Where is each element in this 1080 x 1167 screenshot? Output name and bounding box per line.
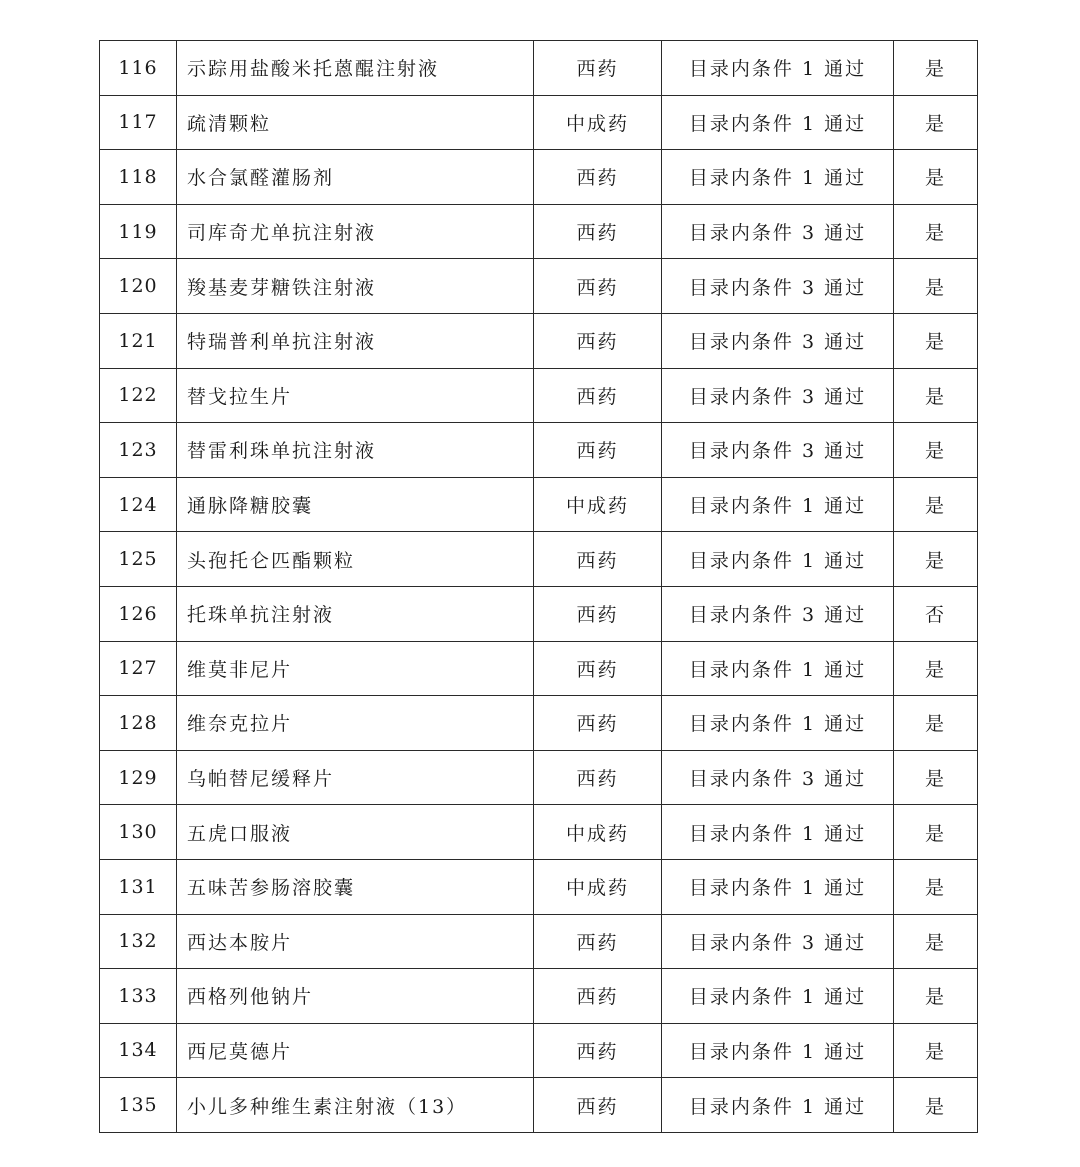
row-number: 127 bbox=[100, 641, 177, 696]
table-row bbox=[100, 805, 978, 860]
result-flag: 是 bbox=[894, 1023, 978, 1078]
drug-name: 水合氯醛灌肠剂 bbox=[177, 150, 534, 205]
drug-type: 西药 bbox=[534, 969, 662, 1024]
drug-type: 中成药 bbox=[534, 859, 662, 914]
review-condition: 目录内条件 3 通过 bbox=[662, 368, 894, 423]
drug-name: 羧基麦芽糖铁注射液 bbox=[177, 259, 534, 314]
result-flag: 是 bbox=[894, 259, 978, 314]
drug-type: 西药 bbox=[534, 1078, 662, 1133]
drug-list-table-container bbox=[99, 40, 977, 1133]
review-condition: 目录内条件 1 通过 bbox=[662, 41, 894, 96]
result-flag: 是 bbox=[894, 696, 978, 751]
drug-name: 托珠单抗注射液 bbox=[177, 586, 534, 641]
table-row bbox=[100, 423, 978, 478]
row-number: 132 bbox=[100, 914, 177, 969]
result-flag: 是 bbox=[894, 150, 978, 205]
result-flag: 是 bbox=[894, 532, 978, 587]
drug-name: 维奈克拉片 bbox=[177, 696, 534, 751]
drug-type: 西药 bbox=[534, 914, 662, 969]
review-condition: 目录内条件 3 通过 bbox=[662, 750, 894, 805]
result-flag: 是 bbox=[894, 313, 978, 368]
review-condition: 目录内条件 1 通过 bbox=[662, 696, 894, 751]
table-row bbox=[100, 750, 978, 805]
drug-type: 西药 bbox=[534, 532, 662, 587]
table-row bbox=[100, 1078, 978, 1133]
drug-name: 替雷利珠单抗注射液 bbox=[177, 423, 534, 478]
row-number: 124 bbox=[100, 477, 177, 532]
drug-name: 西尼莫德片 bbox=[177, 1023, 534, 1078]
row-number: 135 bbox=[100, 1078, 177, 1133]
table-row bbox=[100, 150, 978, 205]
row-number: 129 bbox=[100, 750, 177, 805]
result-flag: 是 bbox=[894, 477, 978, 532]
drug-name: 五虎口服液 bbox=[177, 805, 534, 860]
review-condition: 目录内条件 1 通过 bbox=[662, 805, 894, 860]
review-condition: 目录内条件 1 通过 bbox=[662, 95, 894, 150]
result-flag: 是 bbox=[894, 95, 978, 150]
row-number: 116 bbox=[100, 41, 177, 96]
result-flag: 是 bbox=[894, 423, 978, 478]
drug-type: 西药 bbox=[534, 641, 662, 696]
drug-type: 西药 bbox=[534, 259, 662, 314]
drug-type: 西药 bbox=[534, 423, 662, 478]
drug-list-table bbox=[99, 40, 978, 1133]
drug-type: 中成药 bbox=[534, 805, 662, 860]
table-row bbox=[100, 969, 978, 1024]
row-number: 125 bbox=[100, 532, 177, 587]
drug-name: 替戈拉生片 bbox=[177, 368, 534, 423]
row-number: 133 bbox=[100, 969, 177, 1024]
drug-type: 西药 bbox=[534, 1023, 662, 1078]
drug-type: 西药 bbox=[534, 313, 662, 368]
table-row bbox=[100, 41, 978, 96]
result-flag: 是 bbox=[894, 750, 978, 805]
drug-name: 维莫非尼片 bbox=[177, 641, 534, 696]
row-number: 118 bbox=[100, 150, 177, 205]
table-row bbox=[100, 259, 978, 314]
result-flag: 是 bbox=[894, 805, 978, 860]
result-flag: 是 bbox=[894, 641, 978, 696]
result-flag: 是 bbox=[894, 914, 978, 969]
review-condition: 目录内条件 1 通过 bbox=[662, 641, 894, 696]
row-number: 122 bbox=[100, 368, 177, 423]
table-row bbox=[100, 95, 978, 150]
review-condition: 目录内条件 1 通过 bbox=[662, 532, 894, 587]
row-number: 134 bbox=[100, 1023, 177, 1078]
review-condition: 目录内条件 1 通过 bbox=[662, 477, 894, 532]
drug-type: 西药 bbox=[534, 750, 662, 805]
review-condition: 目录内条件 1 通过 bbox=[662, 969, 894, 1024]
drug-name: 乌帕替尼缓释片 bbox=[177, 750, 534, 805]
table-row bbox=[100, 368, 978, 423]
result-flag: 是 bbox=[894, 1078, 978, 1133]
table-row bbox=[100, 477, 978, 532]
review-condition: 目录内条件 1 通过 bbox=[662, 150, 894, 205]
result-flag: 是 bbox=[894, 969, 978, 1024]
review-condition: 目录内条件 1 通过 bbox=[662, 1023, 894, 1078]
review-condition: 目录内条件 1 通过 bbox=[662, 859, 894, 914]
table-row bbox=[100, 1023, 978, 1078]
drug-name: 小儿多种维生素注射液（13） bbox=[177, 1078, 534, 1133]
table-row bbox=[100, 859, 978, 914]
drug-name: 司库奇尤单抗注射液 bbox=[177, 204, 534, 259]
row-number: 130 bbox=[100, 805, 177, 860]
review-condition: 目录内条件 3 通过 bbox=[662, 259, 894, 314]
table-row bbox=[100, 914, 978, 969]
drug-type: 西药 bbox=[534, 586, 662, 641]
drug-name: 西达本胺片 bbox=[177, 914, 534, 969]
table-body bbox=[100, 41, 978, 1133]
table-row bbox=[100, 313, 978, 368]
result-flag: 是 bbox=[894, 859, 978, 914]
drug-name: 示踪用盐酸米托蒽醌注射液 bbox=[177, 41, 534, 96]
table-row bbox=[100, 204, 978, 259]
review-condition: 目录内条件 3 通过 bbox=[662, 313, 894, 368]
table-row bbox=[100, 696, 978, 751]
drug-name: 头孢托仑匹酯颗粒 bbox=[177, 532, 534, 587]
review-condition: 目录内条件 3 通过 bbox=[662, 204, 894, 259]
drug-type: 西药 bbox=[534, 696, 662, 751]
drug-type: 西药 bbox=[534, 204, 662, 259]
review-condition: 目录内条件 1 通过 bbox=[662, 1078, 894, 1133]
result-flag: 是 bbox=[894, 41, 978, 96]
table-row bbox=[100, 532, 978, 587]
row-number: 131 bbox=[100, 859, 177, 914]
row-number: 117 bbox=[100, 95, 177, 150]
row-number: 123 bbox=[100, 423, 177, 478]
result-flag: 否 bbox=[894, 586, 978, 641]
drug-type: 中成药 bbox=[534, 477, 662, 532]
drug-name: 特瑞普利单抗注射液 bbox=[177, 313, 534, 368]
row-number: 120 bbox=[100, 259, 177, 314]
drug-name: 通脉降糖胶囊 bbox=[177, 477, 534, 532]
drug-type: 西药 bbox=[534, 368, 662, 423]
review-condition: 目录内条件 3 通过 bbox=[662, 914, 894, 969]
drug-name: 疏清颗粒 bbox=[177, 95, 534, 150]
result-flag: 是 bbox=[894, 368, 978, 423]
review-condition: 目录内条件 3 通过 bbox=[662, 423, 894, 478]
row-number: 126 bbox=[100, 586, 177, 641]
table-row bbox=[100, 586, 978, 641]
result-flag: 是 bbox=[894, 204, 978, 259]
row-number: 119 bbox=[100, 204, 177, 259]
review-condition: 目录内条件 3 通过 bbox=[662, 586, 894, 641]
drug-name: 西格列他钠片 bbox=[177, 969, 534, 1024]
drug-type: 西药 bbox=[534, 41, 662, 96]
drug-type: 西药 bbox=[534, 150, 662, 205]
drug-type: 中成药 bbox=[534, 95, 662, 150]
row-number: 128 bbox=[100, 696, 177, 751]
table-row bbox=[100, 641, 978, 696]
drug-name: 五味苦参肠溶胶囊 bbox=[177, 859, 534, 914]
row-number: 121 bbox=[100, 313, 177, 368]
